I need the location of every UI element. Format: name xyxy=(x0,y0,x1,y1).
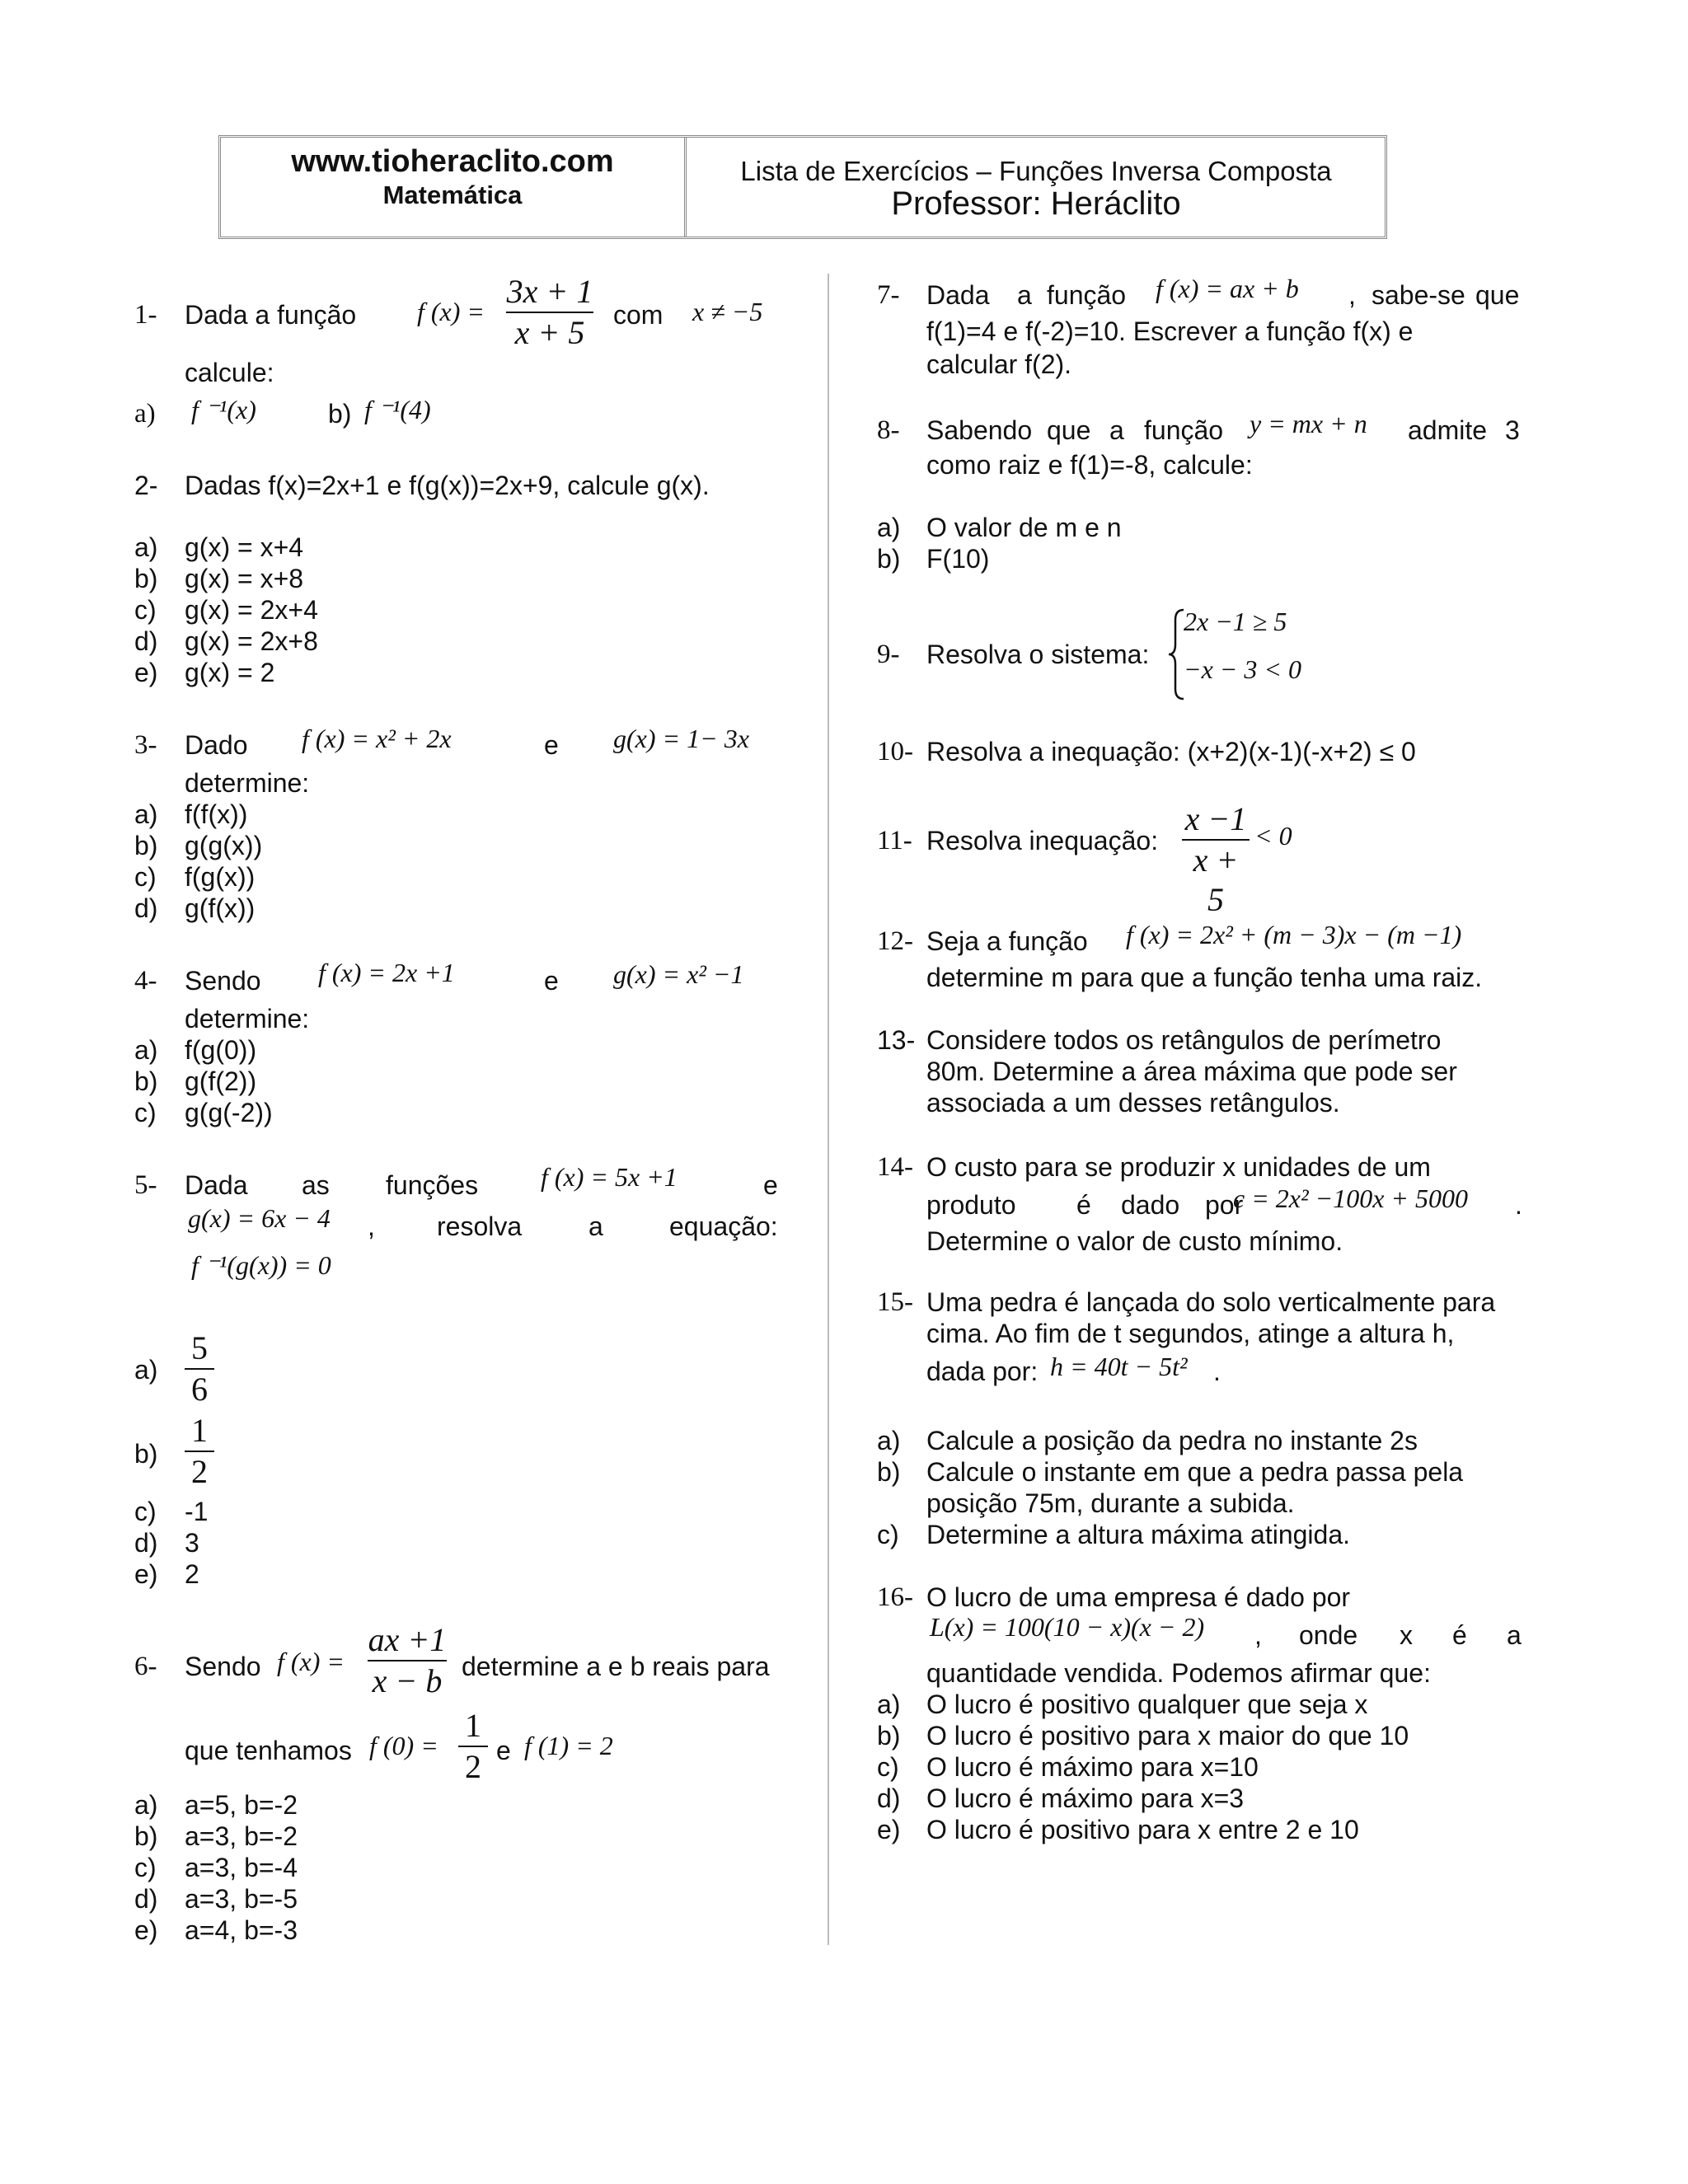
q16-l2e: é xyxy=(1452,1620,1467,1650)
q8-opt-a: O valor de m e n xyxy=(926,513,1122,542)
q16-opt-d-label: d) xyxy=(877,1783,901,1813)
q16-l2f: a xyxy=(1507,1620,1522,1650)
q4-opt-a: f(g(0)) xyxy=(185,1035,257,1065)
q6-frac-num: ax +1 xyxy=(368,1621,447,1658)
site-url: www.tioheraclito.com xyxy=(291,144,614,179)
q16-l2c: onde xyxy=(1299,1620,1358,1650)
q5-opt-b-den: 2 xyxy=(191,1453,208,1490)
q14-l2a: produto xyxy=(926,1190,1016,1220)
q8-w1: Sabendo xyxy=(926,415,1033,445)
q6-e: e xyxy=(496,1736,511,1765)
q16-comma: , xyxy=(1254,1620,1262,1650)
q4-opt-b-label: b) xyxy=(134,1066,158,1096)
q5-opt-e: 2 xyxy=(185,1559,199,1589)
q1-condition: x ≠ −5 xyxy=(692,297,763,326)
q8-w4: função xyxy=(1144,415,1224,445)
q7-number: 7- xyxy=(877,280,900,310)
q2-opt-c: g(x) = 2x+4 xyxy=(185,595,318,625)
q6-opt-c: a=3, b=-4 xyxy=(185,1853,298,1882)
q6-opt-e: a=4, b=-3 xyxy=(185,1915,298,1945)
q4-opt-a-label: a) xyxy=(134,1035,158,1065)
q15-line2: cima. Ao fim de t segundos, atinge a altura h, xyxy=(926,1319,1455,1348)
q16-opt-a: O lucro é positivo qualquer que seja x xyxy=(926,1690,1368,1719)
q15-line1: Uma pedra é lançada do solo verticalmente para xyxy=(926,1287,1496,1317)
q16-l2d: x xyxy=(1400,1620,1413,1650)
q12-intro: Seja a função xyxy=(926,926,1088,956)
q5-w1: Dada xyxy=(185,1170,248,1200)
q4-intro: Sendo xyxy=(185,966,261,996)
q5-opt-d: 3 xyxy=(185,1528,199,1558)
q3-f-expr: f (x) = x² + 2x xyxy=(302,724,452,753)
q3-opt-d: g(f(x)) xyxy=(185,893,256,923)
q7-w3: função xyxy=(1047,280,1127,310)
q6-intro: Sendo xyxy=(185,1652,261,1681)
header-right xyxy=(687,138,1385,237)
q4-determine: determine: xyxy=(185,1004,310,1033)
q11-text: Resolva inequação: xyxy=(926,826,1159,855)
q12-line2: determine m para que a função tenha uma raiz. xyxy=(926,963,1483,992)
q2-opt-b: g(x) = x+8 xyxy=(185,564,304,593)
q8-opt-b: F(10) xyxy=(926,544,990,574)
q6-opt-e-label: e) xyxy=(134,1915,158,1945)
q5-w7: equação: xyxy=(669,1212,778,1241)
q8-w3: a xyxy=(1109,415,1124,445)
q5-opt-b-fraction xyxy=(185,1411,214,1492)
q16-line1: O lucro de uma empresa é dado por xyxy=(926,1582,1351,1612)
q6-frac-den: x − b xyxy=(372,1662,443,1699)
q8-opt-a-label: a) xyxy=(877,513,901,542)
q5-opt-a-fraction xyxy=(185,1329,214,1409)
q16-opt-a-label: a) xyxy=(877,1690,901,1719)
q4-e: e xyxy=(544,966,559,996)
q6-number: 6- xyxy=(134,1652,157,1681)
q15-opt-c-label: c) xyxy=(877,1520,899,1549)
list-title: Lista de Exercícios – Funções Inversa Composta xyxy=(740,156,1332,186)
q6-opt-d-label: d) xyxy=(134,1884,158,1914)
q7-expr: f (x) = ax + b xyxy=(1156,274,1299,303)
q3-determine: determine: xyxy=(185,768,310,798)
q2-opt-a: g(x) = x+4 xyxy=(185,532,304,562)
q3-intro: Dado xyxy=(185,730,248,760)
q6-fx: f (x) = xyxy=(277,1647,345,1676)
q5-comma: , xyxy=(368,1212,375,1241)
q6-opt-a: a=5, b=-2 xyxy=(185,1790,298,1820)
q15-opt-b-cont: posição 75m, durante a subida. xyxy=(926,1488,1295,1518)
q5-opt-e-label: e) xyxy=(134,1559,158,1589)
q16-opt-c-label: c) xyxy=(877,1752,899,1782)
q15-opt-b: Calcule o instante em que a pedra passa pela xyxy=(926,1457,1464,1487)
q5-g-expr: g(x) = 6x − 4 xyxy=(188,1203,331,1233)
q3-opt-b: g(g(x)) xyxy=(185,831,263,860)
q5-equation: f ⁻¹(g(x)) = 0 xyxy=(191,1250,331,1280)
q3-g-expr: g(x) = 1− 3x xyxy=(613,724,749,753)
q14-l2b: é xyxy=(1076,1190,1091,1220)
q10-number: 10- xyxy=(877,737,913,766)
q7-w2: a xyxy=(1017,280,1032,310)
q8-w5: admite xyxy=(1408,415,1488,445)
q9-text: Resolva o sistema: xyxy=(926,640,1150,669)
q8-expr: y = mx + n xyxy=(1250,409,1367,438)
q12-number: 12- xyxy=(877,926,913,956)
q5-opt-b-label: b) xyxy=(134,1439,158,1469)
q16-number: 16- xyxy=(877,1582,913,1612)
q6-opt-a-label: a) xyxy=(134,1790,158,1820)
q14-l2c: dado xyxy=(1121,1190,1180,1220)
q5-w2: as xyxy=(302,1170,330,1200)
q14-expr: c = 2x² −100x + 5000 xyxy=(1233,1183,1468,1213)
q15-opt-b-label: b) xyxy=(877,1457,901,1487)
q1-fx: f (x) = xyxy=(417,297,485,326)
q16-line3: quantidade vendida. Podemos afirmar que: xyxy=(926,1658,1431,1688)
q2-opt-e-label: e) xyxy=(134,658,158,687)
q16-opt-e-label: e) xyxy=(877,1815,901,1844)
q6-half-den: 2 xyxy=(465,1748,481,1785)
q1-calcule: calcule: xyxy=(185,358,274,387)
q5-opt-a-label: a) xyxy=(134,1355,158,1385)
q6-rest: determine a e b reais para xyxy=(462,1652,770,1681)
q4-opt-c-label: c) xyxy=(134,1098,157,1127)
q9-eq2: −x − 3 < 0 xyxy=(1184,654,1301,684)
q2-opt-e: g(x) = 2 xyxy=(185,658,275,687)
q8-line2: como raiz e f(1)=-8, calcule: xyxy=(926,450,1253,480)
q5-opt-b-num: 1 xyxy=(191,1412,208,1449)
q16-opt-e: O lucro é positivo para x entre 2 e 10 xyxy=(926,1815,1359,1844)
q1-b-label: b) xyxy=(328,399,352,429)
q1-a-label: a) xyxy=(134,399,156,429)
q11-fraction xyxy=(1182,799,1250,920)
q5-opt-d-label: d) xyxy=(134,1528,158,1558)
q11-frac-num: x −1 xyxy=(1184,800,1247,837)
q13-line1: Considere todos os retângulos de perímetro xyxy=(926,1025,1442,1055)
q10-text: Resolva a inequação: (x+2)(x-1)(-x+2) ≤ 0 xyxy=(926,737,1416,766)
q7-w6: que xyxy=(1475,280,1520,310)
q1-number: 1- xyxy=(134,300,157,330)
q7-line3: calcular f(2). xyxy=(926,349,1072,379)
subject: Matemática xyxy=(382,180,523,209)
q14-l2d: por xyxy=(1205,1190,1244,1220)
column-divider xyxy=(828,274,829,1945)
q5-opt-c-label: c) xyxy=(134,1497,157,1526)
q1-a-expr: f ⁻¹(x) xyxy=(191,395,256,424)
q2-opt-a-label: a) xyxy=(134,532,158,562)
q1-b-expr: f ⁻¹(4) xyxy=(364,395,431,424)
q6-opt-b: a=3, b=-2 xyxy=(185,1821,298,1851)
q3-e: e xyxy=(544,730,559,760)
q3-opt-a: f(f(x)) xyxy=(185,799,248,829)
q4-number: 4- xyxy=(134,966,157,996)
q1-frac-den: x + 5 xyxy=(514,314,585,351)
q2-text: Dadas f(x)=2x+1 e f(g(x))=2x+9, calcule g(x). xyxy=(185,471,710,500)
q4-f-expr: f (x) = 2x +1 xyxy=(318,958,455,987)
q15-opt-a-label: a) xyxy=(877,1426,901,1455)
q5-w3: funções xyxy=(386,1170,479,1200)
q7-w5: sabe-se xyxy=(1372,280,1465,310)
q2-opt-d: g(x) = 2x+8 xyxy=(185,626,318,656)
q15-opt-a: Calcule a posição da pedra no instante 2s xyxy=(926,1426,1418,1455)
header-box xyxy=(218,135,1387,239)
q13-line3: associada a um desses retângulos. xyxy=(926,1088,1340,1118)
q3-opt-b-label: b) xyxy=(134,831,158,860)
q6-opt-c-label: c) xyxy=(134,1853,157,1882)
q6-opt-b-label: b) xyxy=(134,1821,158,1851)
q5-f-expr: f (x) = 5x +1 xyxy=(541,1162,678,1192)
q3-opt-a-label: a) xyxy=(134,799,158,829)
q8-w2: que xyxy=(1047,415,1091,445)
q6-f0: f (0) = xyxy=(369,1731,438,1760)
q1-fraction xyxy=(506,272,593,353)
q16-opt-b: O lucro é positivo para x maior do que 10 xyxy=(926,1721,1409,1750)
q12-expr: f (x) = 2x² + (m − 3)x − (m −1) xyxy=(1126,920,1462,949)
q15-line3: dada por: xyxy=(926,1357,1039,1386)
q14-line3: Determine o valor de custo mínimo. xyxy=(926,1226,1343,1256)
q6-half-num: 1 xyxy=(465,1707,481,1744)
q5-opt-a-den: 6 xyxy=(191,1371,208,1408)
q6-fraction xyxy=(368,1620,447,1701)
q3-opt-c: f(g(x)) xyxy=(185,862,256,892)
q5-w6: a xyxy=(588,1212,603,1241)
q16-opt-b-label: b) xyxy=(877,1721,901,1750)
q5-opt-c: -1 xyxy=(185,1497,209,1526)
q4-opt-c: g(g(-2)) xyxy=(185,1098,273,1127)
q7-line2: f(1)=4 e f(-2)=10. Escrever a função f(x) e xyxy=(926,316,1414,346)
q16-opt-c: O lucro é máximo para x=10 xyxy=(926,1752,1259,1782)
q3-opt-c-label: c) xyxy=(134,862,157,892)
q16-expr: L(x) = 100(10 − x)(x − 2) xyxy=(930,1612,1205,1642)
q13-number: 13- xyxy=(877,1025,916,1055)
q15-opt-c: Determine a altura máxima atingida. xyxy=(926,1520,1351,1549)
q1-com: com xyxy=(613,300,663,330)
q2-opt-c-label: c) xyxy=(134,595,157,625)
q15-dot: . xyxy=(1213,1357,1221,1386)
q16-opt-d: O lucro é máximo para x=3 xyxy=(926,1783,1245,1813)
q5-w4: e xyxy=(763,1170,778,1200)
q3-opt-d-label: d) xyxy=(134,893,158,923)
q5-w5: resolva xyxy=(437,1212,523,1241)
q11-rel: < 0 xyxy=(1254,821,1292,851)
q15-expr: h = 40t − 5t² xyxy=(1050,1352,1188,1381)
q6-opt-d: a=3, b=-5 xyxy=(185,1884,298,1914)
q13-line2: 80m. Determine a área máxima que pode ser xyxy=(926,1057,1457,1086)
q8-w6: 3 xyxy=(1505,415,1520,445)
q5-number: 5- xyxy=(134,1170,157,1200)
q6-f1: f (1) = 2 xyxy=(524,1731,613,1760)
q11-number: 11- xyxy=(877,826,912,855)
q7-comma: , xyxy=(1348,280,1356,310)
q4-g-expr: g(x) = x² −1 xyxy=(613,959,744,989)
q6-half xyxy=(458,1706,488,1787)
q14-line1: O custo para se produzir x unidades de um xyxy=(926,1152,1431,1182)
q3-number: 3- xyxy=(134,730,157,760)
professor: Professor: Heráclito xyxy=(891,185,1181,222)
q11-frac-den: x + 5 xyxy=(1193,841,1239,918)
q1-intro: Dada a função xyxy=(185,300,357,330)
q2-opt-b-label: b) xyxy=(134,564,158,593)
q7-w1: Dada xyxy=(926,280,990,310)
header-divider xyxy=(684,138,687,237)
q2-opt-d-label: d) xyxy=(134,626,158,656)
q5-opt-a-num: 5 xyxy=(191,1329,208,1366)
q2-number: 2- xyxy=(134,471,158,500)
header-left xyxy=(221,138,684,237)
q9-number: 9- xyxy=(877,640,900,669)
q14-dot: . xyxy=(1515,1190,1522,1220)
q14-number: 14- xyxy=(877,1152,913,1182)
q1-frac-num: 3x + 1 xyxy=(506,273,593,310)
q9-eq1: 2x −1 ≥ 5 xyxy=(1184,607,1287,636)
q4-opt-b: g(f(2)) xyxy=(185,1066,257,1096)
q8-number: 8- xyxy=(877,415,900,445)
q8-opt-b-label: b) xyxy=(877,544,901,574)
q6-line2: que tenhamos xyxy=(185,1736,352,1765)
q15-number: 15- xyxy=(877,1287,913,1317)
